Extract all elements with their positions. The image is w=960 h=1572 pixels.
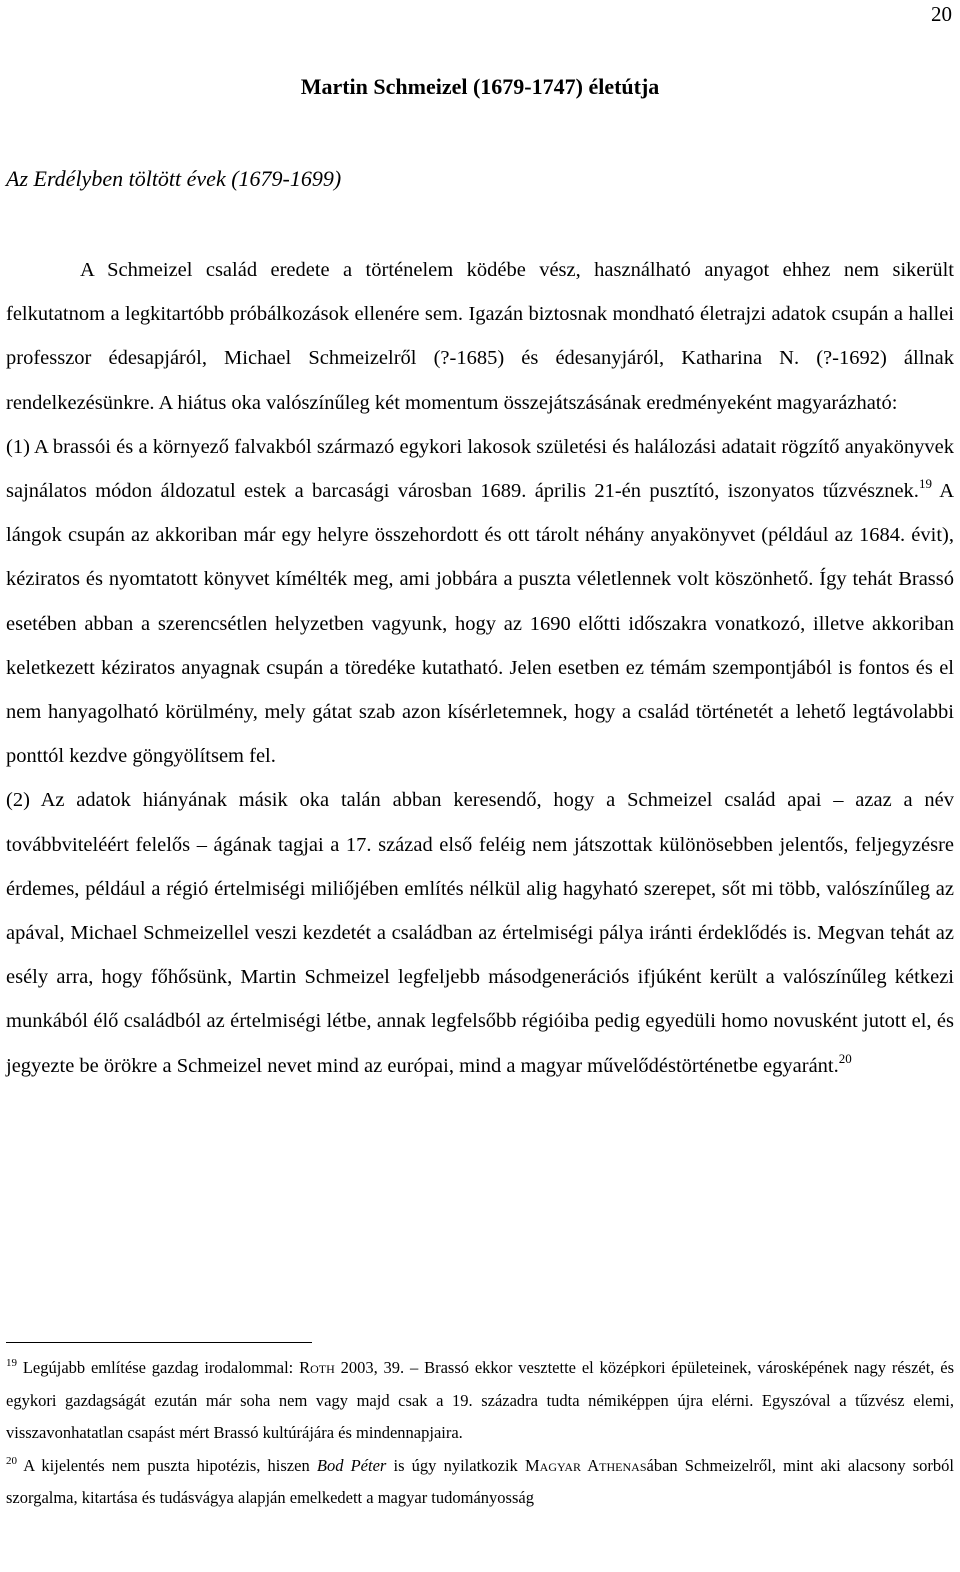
- footnote-20-name: Bod Péter: [316, 1455, 387, 1475]
- footnote-19-text-b: 2003, 39. – Brassó ekkor vesztette el középkori épületeinek, városképének nagy részét, és egykori gazdagságát ezután már soha nem vagy majd csak a 19. századra tudta némiképpen újra elérni. Egyszóval a tűzvész elemi, visszavonhatatlan csapást mért Brassó kultúrájára és mindennapjaira.: [6, 1358, 955, 1442]
- footnote-20-number: 20: [6, 1454, 17, 1467]
- footnote-19-number: 19: [6, 1357, 17, 1369]
- footnote-19: [6, 1352, 954, 1450]
- footnote-20-text-c: ában Schmeizelről, mint aki alacsony sorból szorgalma, kitartása és tudásvágya alapján emelkedett a magyar tudományosság: [6, 1455, 955, 1507]
- footnote-19-text-a: Legújabb említése gazdag irodalommal:: [17, 1358, 300, 1377]
- footnote-20-work: Magyar Athenas: [524, 1455, 647, 1475]
- footnote-20-text-a: A kijelentés nem puszta hipotézis, hiszen: [17, 1455, 317, 1475]
- footnote-ref-20[interactable]: 20: [838, 1050, 852, 1066]
- footnote-ref-19[interactable]: 19: [918, 476, 932, 492]
- paragraph-intro: A Schmeizel család eredete a történelem ködébe vész, használható anyagot ehhez nem sikerült felkutatnom a legkitartóbb próbálkozások ellenére sem. Igazán biztosnak mondható életrajzi adatok csupán a hallei professzor édesapjáról, Michael Schmeizelről (?-1685) és édesanyjáról, Katharina N. (?-1692) állnak rendelkezésünkre. A hiátus oka valószínűleg két momentum összejátszásának eredményeként magyarázható:: [6, 259, 954, 414]
- footnote-20-text-b: is úgy nyilatkozik: [386, 1455, 525, 1475]
- page-number: 20: [931, 2, 952, 26]
- footnote-20: [6, 1450, 954, 1515]
- paragraph-reason-2-text: (2) Az adatok hiányának másik oka talán abban keresendő, hogy a Schmeizel család apai – azaz a név továbbviteléért felelős – ágának tagjai a 17. század első feléig nem játszottak különösebben jelentős, feljegyzésre érdemes, például a régió értelmiségi miliőjében említés nélkül alig hagyható szerepet, sőt mi több, valószínűleg az apával, Michael Schmeizellel veszi kezdetét a családban az értelmiségi pálya iránti érdeklődés is. Megvan tehát az esély arra, hogy főhősünk, Martin Schmeizel legfeljebb másodgenerációs ifjúként került a valószínűleg kétkezi munkából élő családból az értelmiségi létbe, annak legfelsőbb régióiba pedig egyedüli homo novusként jutott el, és jegyezte be örökre a Schmeizel nevet mind az európai, mind a magyar művelődéstörténetbe egyaránt.: [6, 789, 954, 1077]
- footnote-divider: [6, 1342, 312, 1343]
- main-text: [6, 248, 954, 1088]
- paragraph-reason-1-rest: A lángok csupán az akkoriban már egy helyre összehordott és ott tárolt néhány anyakönyvet (például az 1684. évit), kéziratos és nyomtatott könyvet kímélték meg, ami jobbára a puszta véletlennek volt köszönhető. Így tehát Brassó esetében abban a szerencsétlen helyzetben vagyunk, hogy az 1690 előtti időszakra vonatkozó, illetve akkoriban keletkezett kéziratos anyagnak csupán a töredéke kutatható. Jelen esetben ez témám szempontjából is fontos és el nem hanyagolható körülmény, mely gátat szab azon kísérletemnek, hogy a család történetét a lehető legtávolabbi ponttól kezdve göngyölítsem fel.: [6, 480, 954, 768]
- chapter-title: Martin Schmeizel (1679-1747) életútja: [300, 74, 660, 99]
- section-subtitle: Az Erdélyben töltött évek (1679-1699): [6, 166, 342, 191]
- paragraph-reason-2: [6, 778, 954, 1087]
- paragraph-reason-1: [6, 425, 954, 779]
- paragraph-reason-1-text: (1) A brassói és a környező falvakból származó egykori lakosok születési és halálozási adatait rögzítő anyakönyvek sajnálatos módon áldozatul estek a barcasági városban 1689. április 21-én pusztító, iszonyatos tűzvésznek.: [6, 435, 954, 503]
- footnote-19-author: Roth: [299, 1358, 335, 1377]
- footnotes: [6, 1352, 954, 1515]
